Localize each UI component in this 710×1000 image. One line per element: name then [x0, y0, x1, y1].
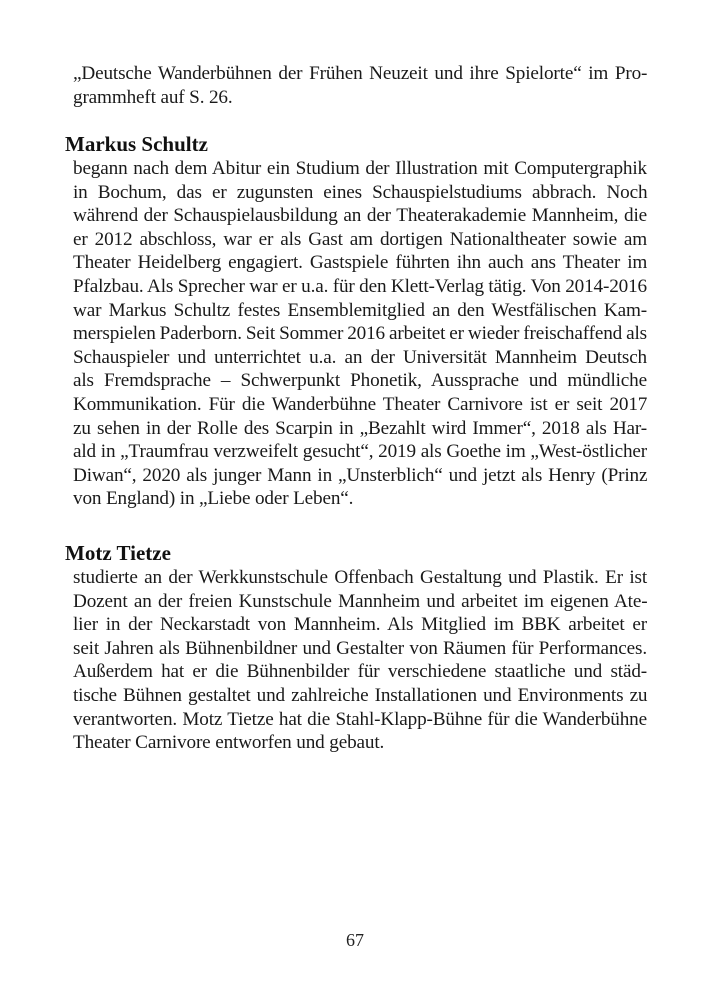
text-line: Dozent an der freien Kunstschule Mannheim und arbeitet im eigenen Ate- [73, 590, 648, 612]
section-heading-markus-schultz: Markus Schultz [65, 132, 208, 156]
text-line: zu sehen in der Rolle des Scarpin in „Bezahlt wird Immer“, 2018 als Har- [73, 417, 647, 439]
text-line: Pfalzbau. Als Sprecher war er u.a. für den Klett-Verlag tätig. Von 2014-2016 [73, 275, 647, 297]
text-line: seit Jahren als Bühnenbildner und Gestalter von Räumen für Performances. [73, 637, 647, 659]
text-line: Theater Carnivore entworfen und gebaut. [73, 732, 385, 754]
text-line: merspielen Paderborn. Seit Sommer 2016 arbeitet er wieder freischaffend als [73, 323, 647, 345]
text-line: „Deutsche Wanderbühnen der Frühen Neuzeit und ihre Spielorte“ im Pro- [73, 63, 648, 84]
text-line: Schauspieler und unterrichtet u.a. an der Universität Mannheim Deutsch [73, 346, 647, 368]
text-line: studierte an der Werkkunstschule Offenbach Gestaltung und Plastik. Er ist [73, 567, 648, 588]
text-line: Kommunikation. Für die Wanderbühne Theater Carnivore ist er seit 2017 [73, 393, 648, 415]
text-line: als Fremdsprache – Schwerpunkt Phonetik, Aussprache und mündliche [73, 370, 647, 392]
page-number: 67 [346, 930, 364, 950]
text-line: Theater Heidelberg engagiert. Gastspiele führten ihn auch ans Theater im [73, 252, 648, 274]
section-body-motz-tietze [73, 566, 647, 755]
intro-paragraph [73, 62, 647, 109]
text-line: ald in „Traumfrau verzweifelt gesucht“, 2019 als Goethe im „West-östlicher [73, 441, 647, 463]
section-body-markus-schultz [73, 157, 647, 511]
text-line: grammheft auf S. 26. [73, 86, 233, 108]
text-line: in Bochum, das er zugunsten eines Schauspielstudiums abbrach. Noch [73, 181, 648, 203]
text-line: verantworten. Motz Tietze hat die Stahl-Klapp-Bühne für die Wanderbühne [73, 708, 647, 730]
text-line: Außerdem hat er die Bühnenbilder für verschiedene staatliche und städ- [73, 661, 647, 683]
text-line: während der Schauspielausbildung an der Theaterakademie Mannheim, die [73, 205, 647, 227]
text-line: Diwan“, 2020 als junger Mann in „Unsterblich“ und jetzt als Henry (Prinz [73, 464, 648, 486]
text-line: lier in der Neckarstadt von Mannheim. Als Mitglied im BBK arbeitet er [73, 614, 647, 636]
section-heading-motz-tietze: Motz Tietze [65, 541, 171, 565]
text-line: von England) in „Liebe oder Leben“. [73, 488, 354, 510]
text-line: tische Bühnen gestaltet und zahlreiche Installationen und Environments zu [73, 684, 648, 706]
text-line: er 2012 abschloss, war er als Gast am dortigen Nationaltheater sowie am [73, 228, 647, 250]
text-line: begann nach dem Abitur ein Studium der Illustration mit Computergraphik [73, 158, 647, 179]
text-line: war Markus Schultz festes Ensemblemitglied an den Westfälischen Kam- [73, 299, 647, 321]
